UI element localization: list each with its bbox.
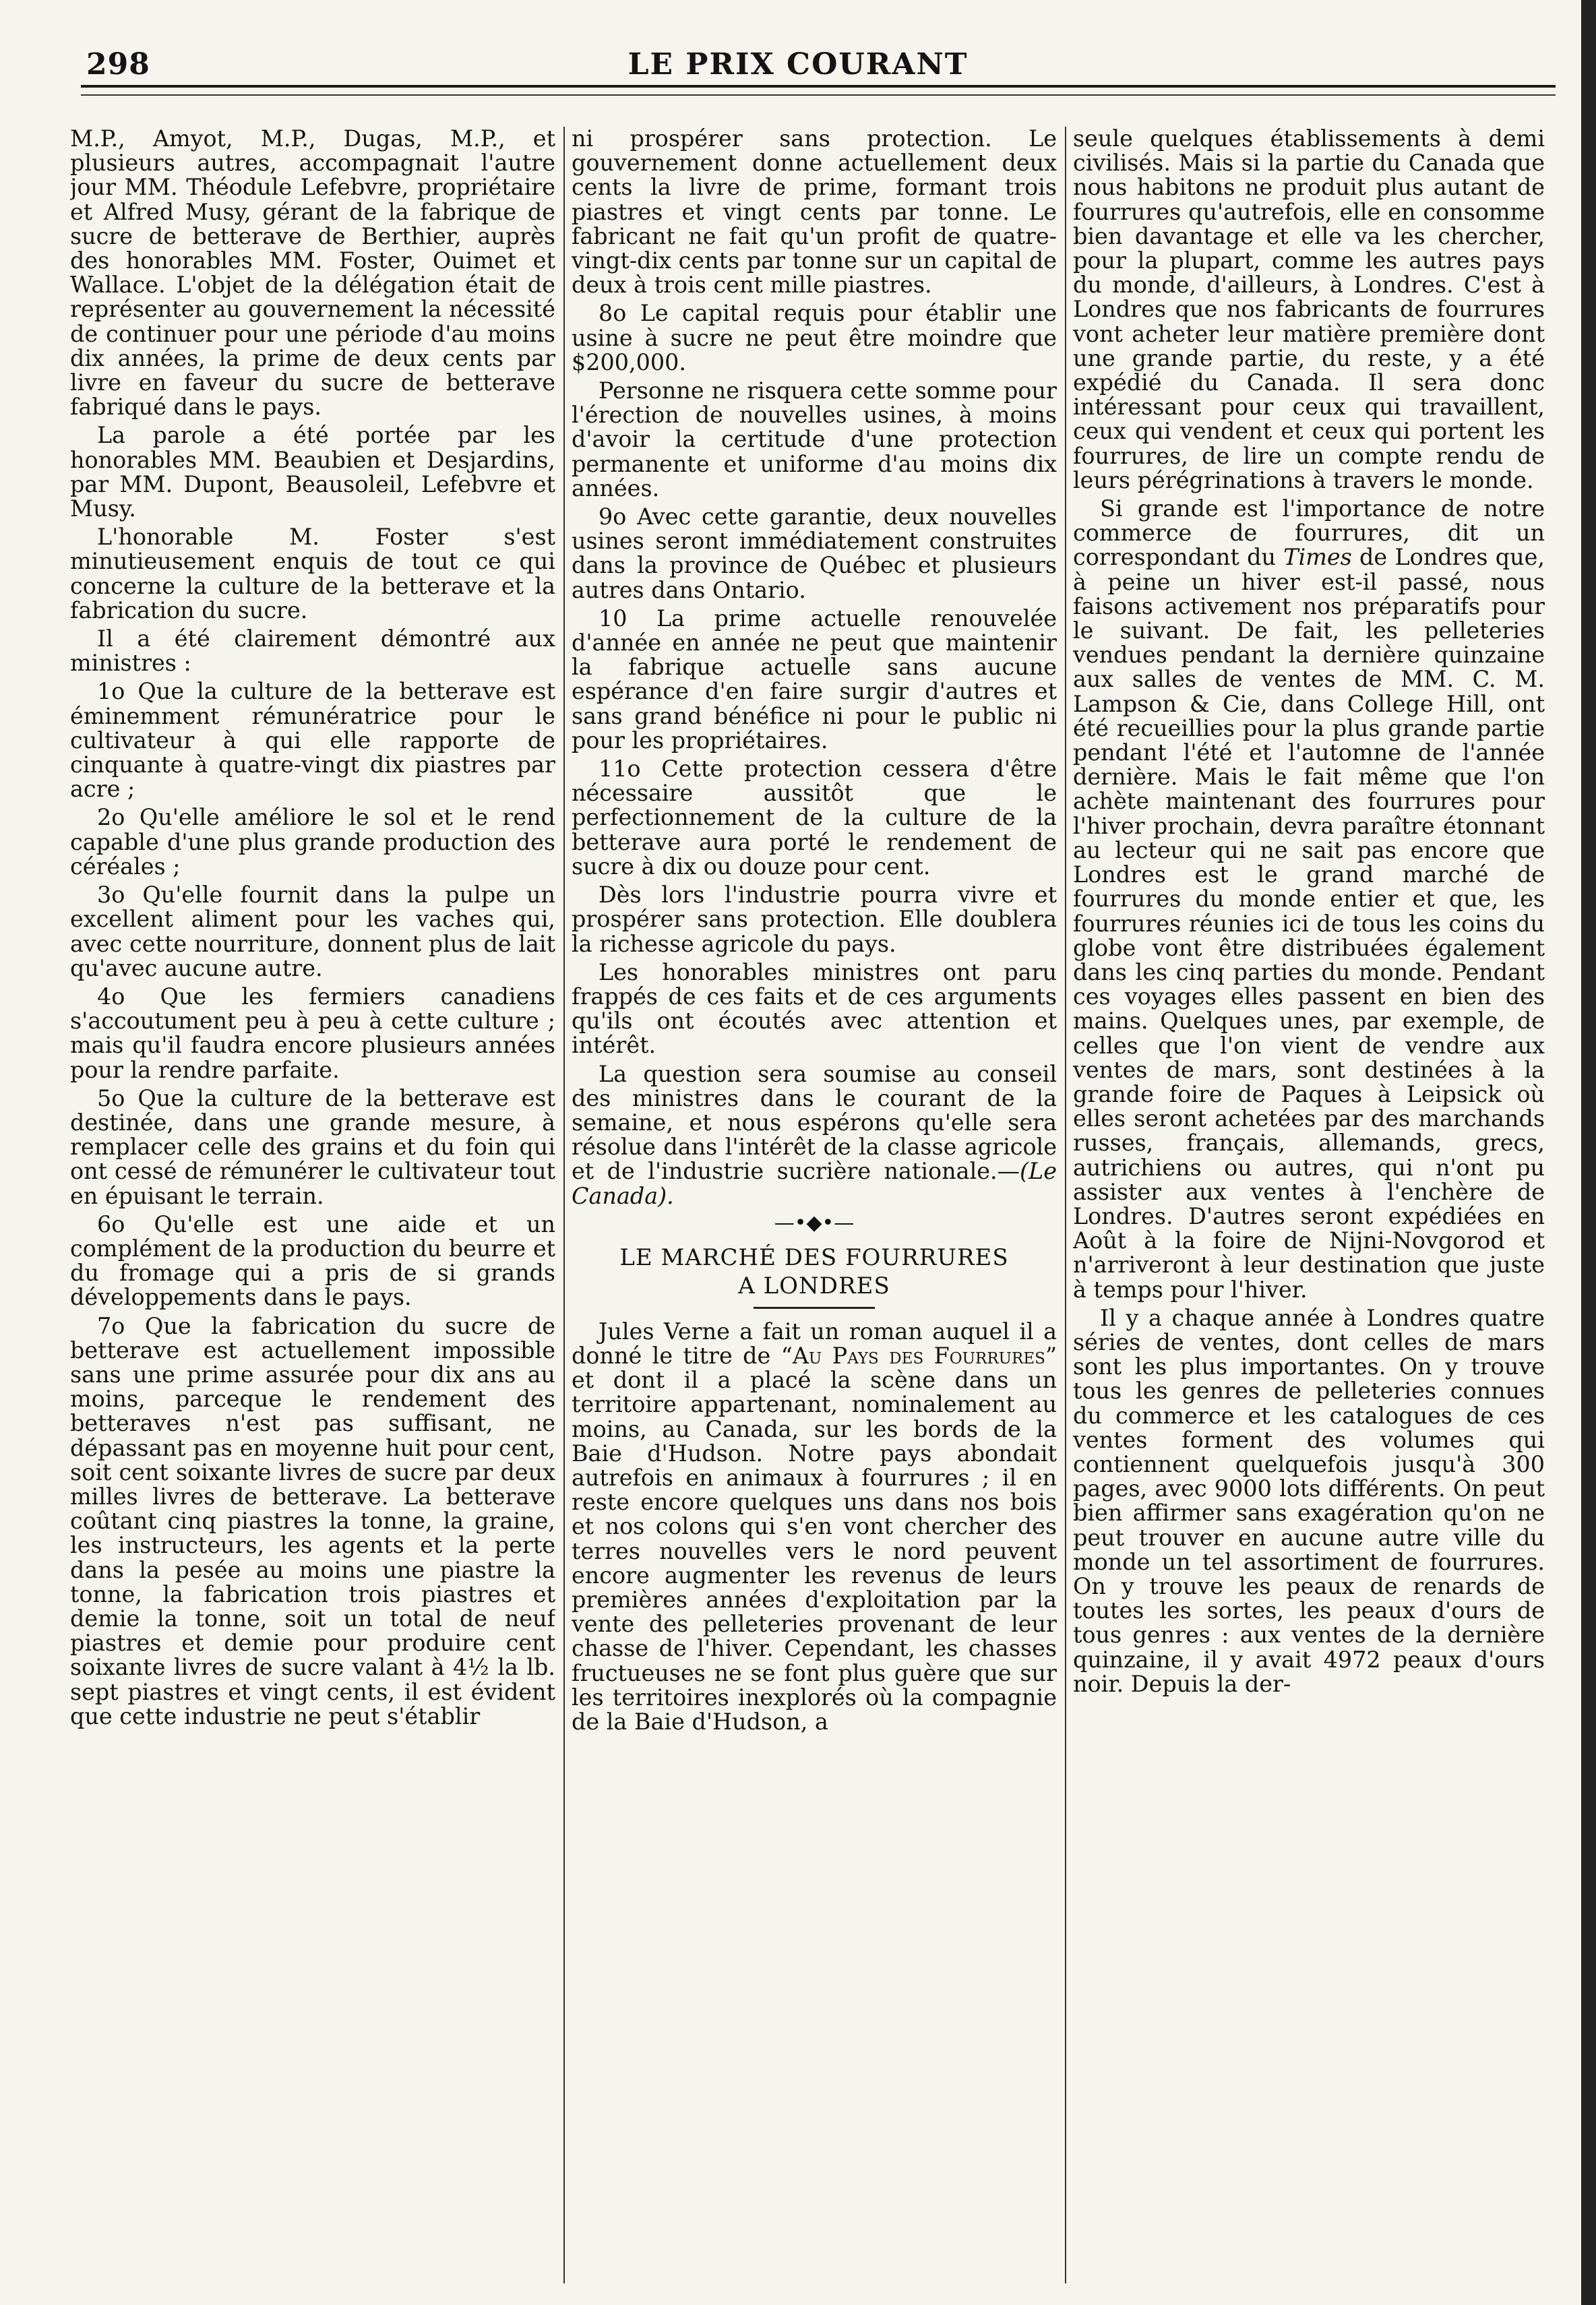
paragraph: 6o Qu'elle est une aide et un complément de la production du beurre et du fromage qui a pris de si grands développements dans le pays. [70, 1210, 555, 1311]
column-divider [563, 127, 565, 2283]
newspaper-name: Times [1283, 544, 1352, 571]
paragraph: seule quelques établissements à demi civilisés. Mais si la partie du Canada que nous habitons ne produit plus autant de fourrures qu'autrefois, elle en consomme bien davantage et elle va les chercher, pour la plupart, comme les autres pays du monde, d'ailleurs, à Londres. C'est à Londres que nos fabricants de fourrures vont acheter leur matière première dont une grande partie, du reste, y a été expédié du Canada. Il sera donc intéressant pour ceux qui travaillent, ceux qui vendent et ceux qui portent les fourrures, de lire un compte rendu de leurs pérégrinations à travers le monde. [1073, 127, 1545, 493]
paragraph: 1o Que la culture de la betterave est éminemment rémunératrice pour le cultivateur à qui elle rapporte de cinquante à quatre-vingt dix piastres par acre ; [70, 678, 555, 803]
paragraph: M.P., Amyot, M.P., Dugas, M.P., et plusieurs autres, accompagnait l'autre jour MM. Théodule Lefebvre, propriétaire et Alfred Musy, gérant de la fabrique de sucre de betterave de Berthier, auprès des honorables MM. Foster, Ouimet et Wallace. L'objet de la délégation était de représenter au gouvernement la nécessité de continuer pour une période d'au moins dix années, la prime de deux cents par livre en faveur du sucre de betterave fabriqué dans le pays. [70, 127, 555, 421]
paragraph-text: de Londres que, à peine un hiver est-il passé, nous faisons activement nos préparatifs pour le suivant. De fait, les pelleteries vendues pendant la dernière quinzaine aux salles de ventes de MM. C. M. Lampson & Cie, dans College Hill, ont été recueillies pour la plus grande partie pendant l'été et l'automne de l'année dernière. Mais le fait même que l'on achète maintenant des fourrures pour l'hiver prochain, devra paraître étonnant au lecteur qui ne sait pas encore que Londres est le grand marché de fourrures du monde entier et que, les fourrures réunies ici de tous les coins du globe vont être distribuées également dans les cinq parties du monde. Pendant ces voyages elles passent en bien des mains. Quelques unes, par exemple, de celles que l'on vient de vendre aux ventes de mars, sont destinées à la grande foire de Paques à Leipsick où elles seront achetées par des marchands russes, français, allemands, grecs, autrichiens ou autres, qui n'ont pu assister aux ventes à l'enchère de Londres. D'autres seront expédiées en Août à la foire de Nijni-Novgorod et n'arriveront à leur destination que juste à temps pour l'hiver. [1073, 544, 1545, 1303]
paragraph: Il a été clairement démontré aux ministres : [70, 625, 555, 677]
header-rule [81, 85, 1556, 88]
paragraph [1073, 497, 1545, 1302]
page-edge [1581, 0, 1596, 2305]
article-heading [572, 1243, 1057, 1300]
paragraph: L'honorable M. Foster s'est minutieusement enquis de tout ce qui concerne la culture de la betterave et la fabrication du sucre. [70, 524, 555, 623]
paragraph: 11o Cette protection cessera d'être nécessaire aussitôt que le perfectionnement de la culture de la betterave aura porté le rendement de sucre à dix ou douze pour cent. [572, 756, 1057, 880]
paragraph: 3o Qu'elle fournit dans la pulpe un excellent aliment pour les vaches qui, avec cette nourriture, donnent plus de lait qu'avec aucune autre. [70, 882, 555, 981]
paragraph: 2o Qu'elle améliore le sol et le rend capable d'une plus grande production des céréales ; [70, 804, 555, 880]
paragraph: Dès lors l'industrie pourra vivre et prospérer sans protection. Elle doublera la richesse agricole du pays. [572, 882, 1057, 957]
column-1 [70, 127, 555, 2290]
article-heading-line: A LONDRES [738, 1272, 890, 1299]
paragraph: 4o Que les fermiers canadiens s'accoutument peu à peu à cette culture ; mais qu'il faudra encore plusieurs années pour la rendre parfaite. [70, 983, 555, 1083]
column-2 [572, 127, 1057, 2290]
paragraph: ni prospérer sans protection. Le gouvernement donne actuellement deux cents la livre de prime, formant trois piastres et vingt cents par tonne. Le fabricant ne fait qu'un profit de quatre-vingt-dix cents par tonne sur un capital de deux à trois cent mille piastres. [572, 127, 1057, 299]
page-header [0, 46, 1596, 113]
paragraph: Il y a chaque année à Londres quatre séries de ventes, dont celles de mars sont les plus importantes. On y trouve tous les genres de pelleteries connues du commerce et les catalogues de ces ventes forment des volumes qui contiennent quelquefois jusqu'à 300 pages, avec 9000 lots différents. On peut bien affirmer sans exagération qu'on ne peut trouver en aucune autre ville du monde un tel assortiment de fourrures. On y trouve les peaux de renards de toutes les sortes, les peaux d'ours de tous genres : aux ventes de la dernière quinzaine, il y avait 4972 peaux d'ours noir. Depuis la der- [1073, 1304, 1545, 1697]
paragraph: 5o Que la culture de la betterave est destinée, dans une grande mesure, à remplacer celle des grains et du foin qui ont cessé de rémunérer le cultivateur tout en épuisant le terrain. [70, 1084, 555, 1209]
header-rule-thin [81, 94, 1556, 96]
paragraph-text: La question sera soumise au conseil des ministres dans le courant de la semaine, et nous espérons qu'elle sera résolue dans l'intérêt de la classe agricole et de l'industrie sucrière nationale.— [572, 1060, 1057, 1185]
paragraph-text: Si grande est l'importance de notre commerce de fourrures, dit un correspondant du [1073, 495, 1545, 571]
paragraph: La parole a été portée par les honorables MM. Beaubien et Desjardins, par MM. Dupont, Beausoleil, Lefebvre et Musy. [70, 422, 555, 522]
paragraph [572, 1320, 1057, 1734]
ornament-divider: —•◆•— [774, 1210, 855, 1235]
heading-rule [754, 1307, 875, 1309]
paragraph: 10 La prime actuelle renouvelée d'année en année ne peut que maintenir la fabrique actuelle sans aucune espérance d'en faire surgir d'autres et sans grand bénéfice ni pour le public ni pour les propriétaires. [572, 605, 1057, 754]
source-citation: (Le Canada). [572, 1158, 1057, 1209]
running-title: LE PRIX COURANT [627, 47, 969, 82]
paragraph: 9o Avec cette garantie, deux nouvelles usines seront immédiatement construites dans la province de Québec et plusieurs autres dans Ontario. [572, 503, 1057, 603]
paragraph: 8o Le capital requis pour établir une usine à sucre ne peut être moindre que $200,000. [572, 300, 1057, 375]
paragraph: Personne ne risquera cette somme pour l'érection de nouvelles usines, à moins d'avoir la certitude d'une protection permanente et uniforme d'au moins dix années. [572, 377, 1057, 501]
paragraph-text: ” et dont il a placé la scène dans un territoire appartenant, nominalement au moins, au Canada, sur les bords de la Baie d'Hudson. Notre pays abondait autrefois en animaux à fourrures ; il en reste encore quelques uns dans nos bois et nos colons qui s'en vont chercher des terres nouvelles vers le nord peuvent encore augmenter les revenus de leurs premières années d'exploitation par la vente des pelleteries provenant de leur chasse de l'hiver. Cependant, les chasses fructueuses ne se font plus guère que sur les territoires inexplorés où la compagnie de la Baie d'Hudson, a [572, 1342, 1057, 1735]
article-heading-line: LE MARCHÉ DES FOURRURES [619, 1243, 1009, 1271]
paragraph: 7o Que la fabrication du sucre de betterave est actuellement impossible sans une prime assurée pour dix ans au moins, parceque le rendement des betteraves n'est pas suffisant, ne dépassant pas en moyenne huit pour cent, soit cent soixante livres de sucre par deux milles livres de betterave. La betterave coûtant cinq piastres la tonne, la graine, les instructeurs, les agents et la perte dans la pesée au moins une piastre la tonne, la fabrication trois piastres et demie la tonne, soit un total de neuf piastres et demie pour produire cent soixante livres de sucre valant à 4½ la lb. sept piastres et vingt cents, il est évident que cette industrie ne peut s'établir [70, 1312, 555, 1729]
page-number: 298 [86, 47, 150, 82]
paragraph [572, 1062, 1057, 1208]
paragraph: Les honorables ministres ont paru frappés de ces faits et de ces arguments qu'ils ont écoutés avec attention et intérêt. [572, 958, 1057, 1059]
column-divider [1065, 127, 1066, 2283]
column-3 [1073, 127, 1545, 2290]
book-title: Au Pays des Fourrures [792, 1342, 1045, 1369]
paragraph-text: Jules Verne a fait un roman auquel il a donné le titre de “ [572, 1318, 1057, 1369]
